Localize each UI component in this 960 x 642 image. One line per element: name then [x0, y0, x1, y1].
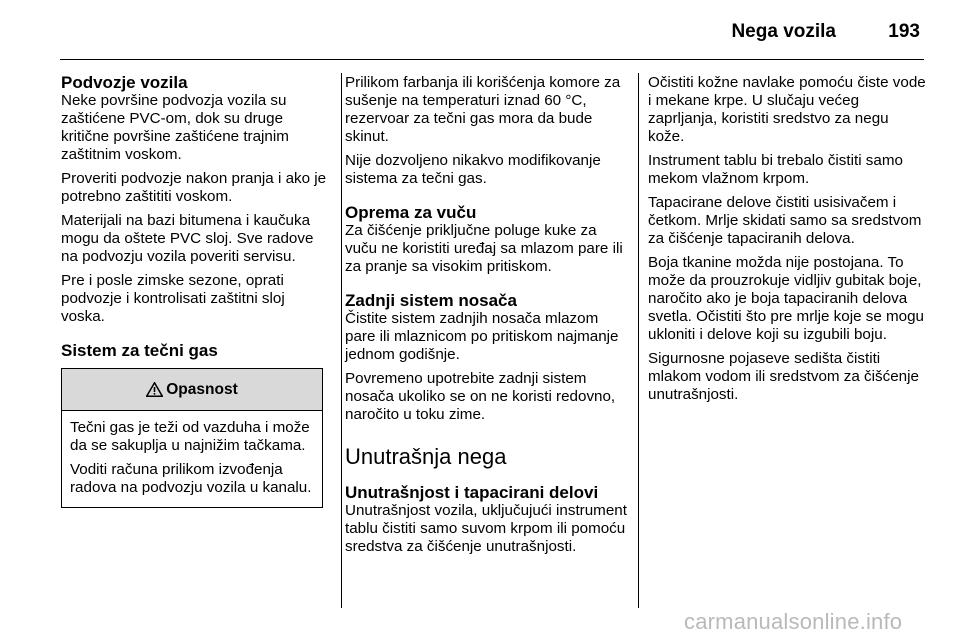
heading-podvozje: Podvozje vozila [61, 73, 188, 92]
paragraph: Proveriti podvozje nakon pranja i ako je potrebno zaštititi voskom. [61, 170, 327, 205]
paragraph: Povremeno upotrebite zadnji sistem nosača ukoliko se on ne koristi redovno, naročito u toku zime. [345, 370, 616, 423]
page-header [60, 0, 924, 60]
warning-box [61, 368, 323, 508]
paragraph: Neke površine podvozja vozila su zaštićene PVC-om, dok su druge kritične površine zaštićene trajnim zaštitnim voskom. [61, 92, 289, 163]
paragraph: Materijali na bazi bitumena i kaučuka mogu da oštete PVC sloj. Sve radove na podvozju vozila poveriti servisu. [61, 212, 314, 265]
paragraph: Unutrašnjost vozila, uključujući instrument tablu čistiti samo suvom krpom ili pomoću sredstva za čišćenje unutrašnjosti. [345, 502, 627, 555]
paragraph: Instrument tablu bi trebalo čistiti samo mekom vlažnom krpom. [648, 152, 903, 187]
page-title: Nega vozila [731, 21, 836, 42]
watermark: carmanualsonline.info [684, 609, 903, 634]
heading-oprema-za-vucu: Oprema za vuču [345, 203, 477, 222]
paragraph: Nije dozvoljeno nikakvo modifikovanje sistema za tečni gas. [345, 152, 601, 187]
paragraph: Očistiti kožne navlake pomoću čiste vode i mekane krpe. U slučaju većeg zaprljanja, koristiti sredstvo za negu kože. [648, 74, 926, 145]
heading-tecni-gas: Sistem za tečni gas [61, 341, 218, 360]
paragraph: Sigurnosne pojaseve sedišta čistiti mlakom vodom ili sredstvom za čišćenje unutrašnjosti. [648, 350, 919, 403]
page-number: 193 [888, 21, 920, 42]
paragraph: Za čišćenje priključne poluge kuke za vuču ne koristiti uređaj sa mlazom pare ili za pranje sa visokim pritiskom. [345, 222, 623, 275]
paragraph: Boja tkanine možda nije postojana. To može da prouzrokuje vidljiv gubitak boje, naročito ako je boja tapaciranih delova svetla. Očistiti što pre mrlje koje se mogu ukloniti i delove koji su izgubili boju. [648, 254, 925, 343]
paragraph: Tapacirane delove čistiti usisivačem i četkom. Mrlje skidati samo sa sredstvom za čišćenje tapaciranih delova. [648, 194, 922, 247]
column-divider-1 [341, 73, 342, 608]
paragraph: Prilikom farbanja ili korišćenja komore za sušenje na temperaturi iznad 60 °C, rezervoar za tečni gas mora da bude skinut. [345, 74, 621, 145]
column-divider-2 [638, 73, 639, 608]
warning-title: Opasnost [166, 380, 238, 398]
paragraph: Pre i posle zimske sezone, oprati podvozje i kontrolisati zaštitni sloj voska. [61, 272, 285, 325]
paragraph: Tečni gas je teži od vazduha i može da se sakuplja u najnižim tačkama. [70, 419, 310, 454]
paragraph: Čistite sistem zadnjih nosača mlazom pare ili mlaznicom po pritiskom najmanje jednom godišnje. [345, 310, 619, 363]
column-1 [61, 74, 329, 508]
paragraph: Voditi računa prilikom izvođenja radova na podvozju vozila u kanalu. [70, 461, 312, 496]
column-3 [648, 74, 928, 410]
warning-header [62, 369, 322, 411]
column-2 [345, 74, 628, 562]
heading-unutrasnjost: Unutrašnjost i tapacirani delovi [345, 483, 599, 502]
warning-body [62, 411, 322, 507]
section-heading-unutrasnja-nega: Unutrašnja nega [345, 444, 507, 469]
heading-zadnji-sistem: Zadnji sistem nosača [345, 291, 517, 310]
header-divider [60, 59, 924, 60]
warning-triangle-icon [146, 382, 163, 397]
